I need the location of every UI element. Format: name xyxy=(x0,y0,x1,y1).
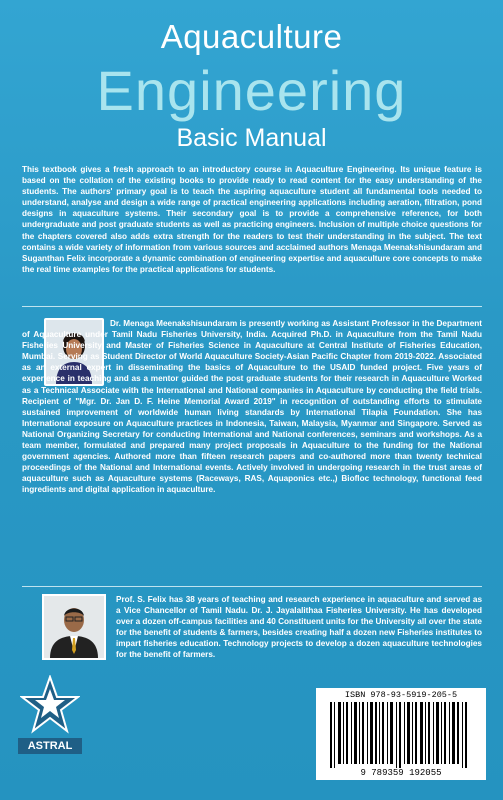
isbn-label: ISBN 978-93-5919-205-5 xyxy=(344,690,458,700)
author1-bio-text: is presently working as Assistant Professor in the Department of Aquaculture under Tamil Nadu Fisheries University, India. Acquired Ph.D. in Aquaculture from the Tamil Nadu Fisheries University and Master of Fisheries Science in Aquaculture at Central Institute of Fisheries Education, Mumbai. Serving as Student Director of World Aquaculture Society-Asian Pacific Chapter from 2019-2022. Associated as an external expert in disseminating the basics of Aquaculture to the USAID funded project. Five years of experience in teaching and as a mentor guided the post graduate students for their research in Aquaculture Worked as a Technical Associate with the International and National companies in Aquaculture by conducting the field trials. Recipient of "Mgr. Dr. Jan D. F. Heine Memorial Award 2019" in recognition of outstanding efforts to stimulate sustained improvement of worldwide human living standards by International Tilapia Foundation. She has International exposure on Aquaculture practices in Indonesia, Taiwan, Malaysia, Myanmar and Singapore. Served as National Organizing Secretary for conducting International and National conferences, seminars and workshops. As a team member, formulated and prepared many project proposals in Aquaculture to the funding for the National government agencies. Authored more than fifteen research papers and co-authored more than twenty technical proceedings of the National and International events. Actively involved in undergoing research in the trust areas of aquaculture such as Aquaculture systems (Raceways, RAS, Aquaponics etc.,) Biofloc technology, functional feed ingredients and digital application in aquaculture. xyxy=(22,319,482,495)
barcode-digits: 9 789359 192055 xyxy=(360,768,442,778)
author2-bio-text: has 38 years of teaching and research experience in aquaculture and served as a Vice Chancellor of Tamil Nadu. Dr. J. Jayalalithaa Fisheries University. He has developed over a dozen off-campus facilities and 40 Constituent units for the University all over the state for the benefit of students & farmers, besides creating half a dozen new Fisheries institutes to impart fisheries education. Technology projects to develop a dozen aquaculture technologies for the benefit of farmers. xyxy=(116,595,483,660)
author2-bio xyxy=(116,594,482,661)
isbn-barcode xyxy=(316,688,486,780)
title-subtitle: Basic Manual xyxy=(176,124,327,152)
man-portrait-icon xyxy=(44,596,104,658)
author1-bio xyxy=(22,318,482,496)
author1-name: Dr. Menaga Meenakshisundaram xyxy=(110,319,238,328)
title-line-2: Engineering xyxy=(96,59,407,122)
author2-name: Prof. S. Felix xyxy=(116,595,167,604)
divider-middle xyxy=(22,586,482,587)
intro-paragraph: This textbook gives a fresh approach to an introductory course in Aquaculture Engineering. Its unique feature is based on the collation of the existing books to provide ready to read content for the easy understanding of the students. The authors' primary goal is to teach the aspiring aquaculture student all fundamental tools needed to understand, analyse and design a wide range of practical engineering applications including aeration, filtration, pond designs in aquaculture systems. Their secondary goal is to provide a comprehensive reference, for both undergraduate and post graduate students as well as practicing engineers. Inclusion of multiple choice questions for the chapters covered also adds extra strength for the readers to test their understanding in the subject. The text contains a wide variety of information from various sources and acclaimed authors Menaga Meenakshisundaram and Suganthan Felix incorporate a dynamic combination of engineering expertise and aquaculture core concepts to make the real time examples for the practical applications for students. xyxy=(22,165,482,274)
divider-top xyxy=(22,306,482,307)
publisher-name: ASTRAL xyxy=(18,738,82,754)
author2-photo xyxy=(42,594,106,660)
barcode-icon xyxy=(316,688,486,780)
title-line-1: Aquaculture xyxy=(160,18,343,55)
